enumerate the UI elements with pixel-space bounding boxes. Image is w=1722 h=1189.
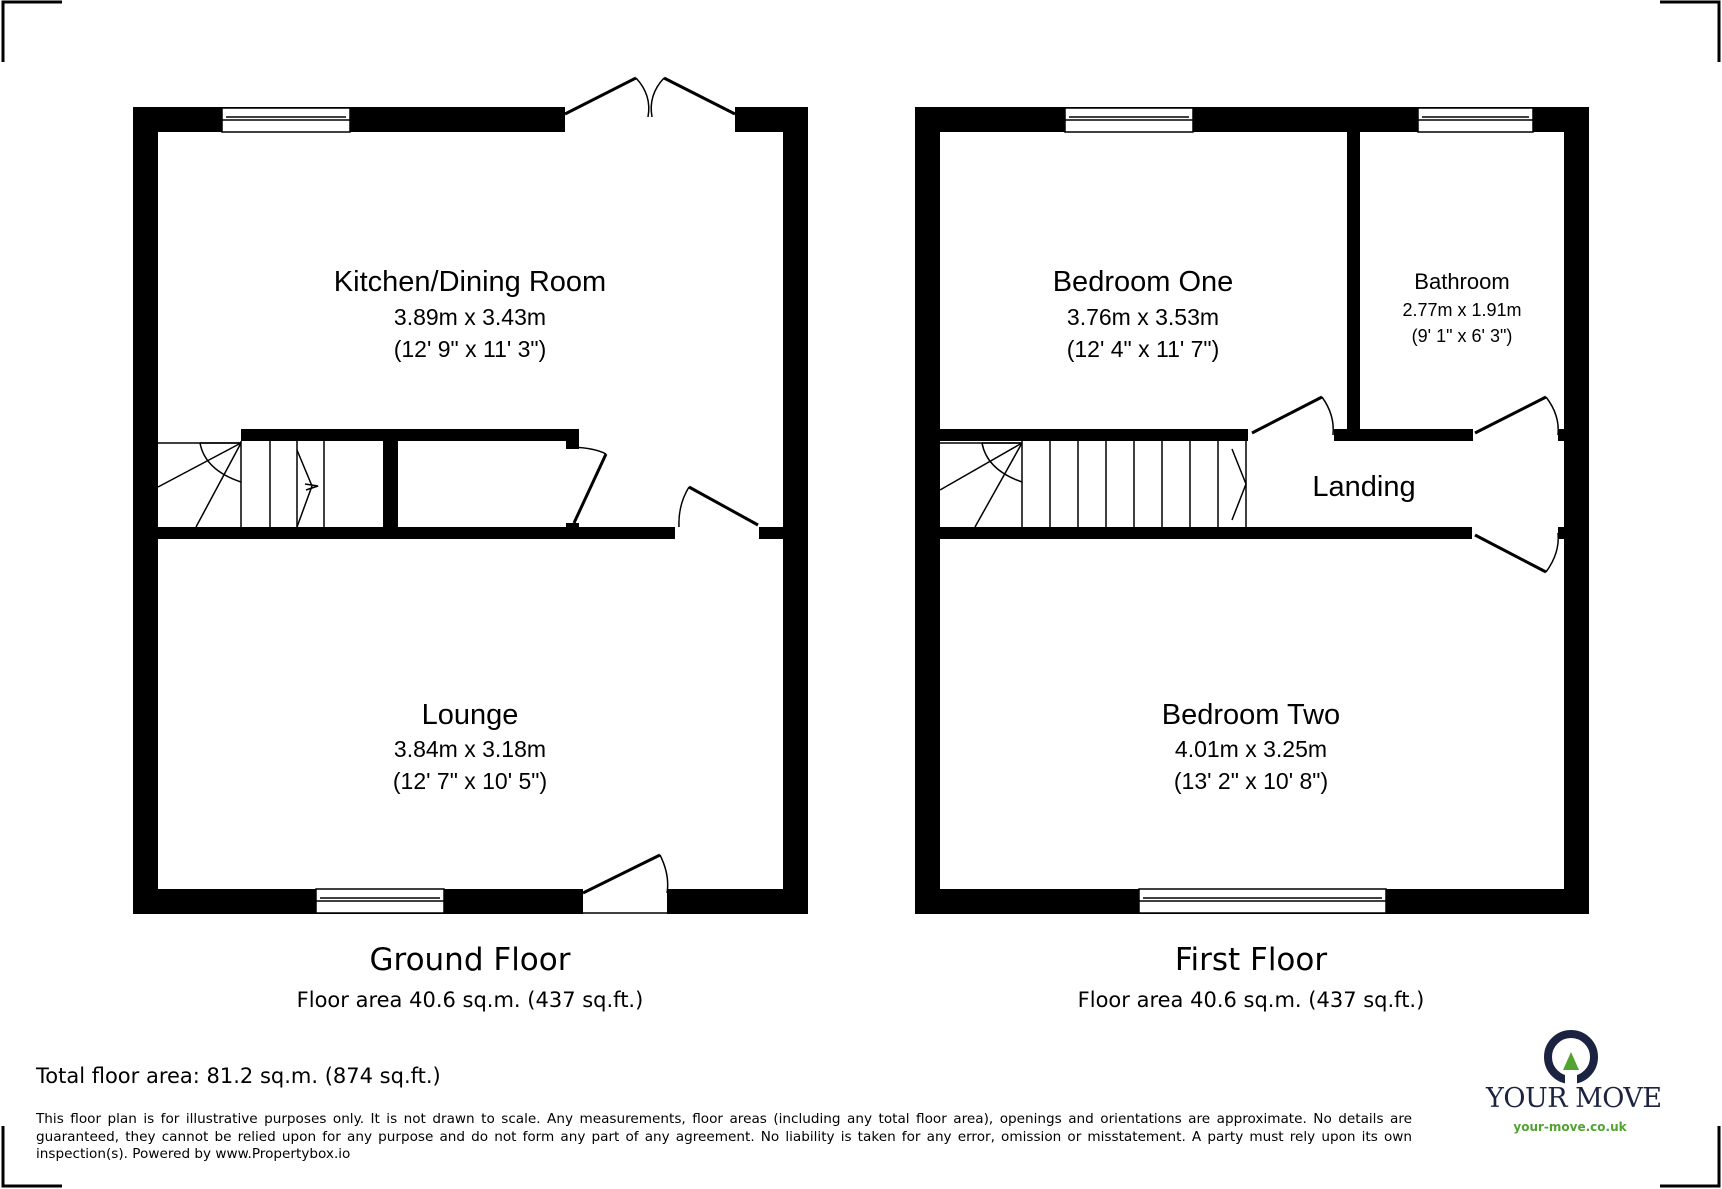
brand-url[interactable]: your-move.co.uk [1513,1120,1627,1134]
total-floor-area: Total floor area: 81.2 sq.m. (874 sq.ft.) [36,1064,441,1088]
disclaimer-text: This floor plan is for illustrative purposes only. It is not drawn to scale. Any measurements, floor areas (including any total floor area), openings and orientations are approximate. No details are guaranteed, they cannot be relied upon for any purpose and do not form any part of any agreement. No liability is taken for any error, omission or misstatement. A party must rely upon its own inspection(s). Powered by www.Propertybox.io [36,1111,1412,1162]
crop-marks [3,2,1719,1186]
brand-name: YOUR MOVE [1486,1083,1662,1114]
room-name-bedroom-two: Bedroom Two [1161,699,1341,731]
room-dims-metric-lounge: 3.84m x 3.18m [393,736,547,762]
floor-area-ground: Floor area 40.6 sq.m. (437 sq.ft.) [296,988,644,1012]
room-name-bedroom-one: Bedroom One [1052,266,1234,298]
room-dims-imperial-lounge: (12' 7" x 10' 5") [392,768,548,794]
room-name-kitchen-dining: Kitchen/Dining Room [333,266,607,298]
room-dims-metric-kitchen-dining: 3.89m x 3.43m [393,304,547,330]
ground-floor-doors [565,78,758,913]
floor-title-first: First Floor [1174,942,1328,978]
first-floor-stairs [940,441,1246,527]
floor-area-first: Floor area 40.6 sq.m. (437 sq.ft.) [1077,988,1425,1012]
room-name-bathroom: Bathroom [1414,269,1510,294]
room-dims-imperial-bathroom: (9' 1" x 6' 3") [1411,326,1513,346]
ground-floor-stairs [158,441,324,527]
map-pin-icon [1543,1030,1599,1086]
room-dims-imperial-kitchen-dining: (12' 9" x 11' 3") [393,336,547,362]
room-dims-imperial-bedroom-two: (13' 2" x 10' 8") [1173,768,1329,794]
room-name-landing: Landing [1312,471,1416,503]
room-dims-imperial-bedroom-one: (12' 4" x 11' 7") [1066,336,1220,362]
room-dims-metric-bathroom: 2.77m x 1.91m [1402,300,1522,320]
room-name-lounge: Lounge [421,699,519,731]
room-dims-metric-bedroom-one: 3.76m x 3.53m [1066,304,1220,330]
room-dims-metric-bedroom-two: 4.01m x 3.25m [1174,736,1328,762]
floor-title-ground: Ground Floor [369,942,571,978]
